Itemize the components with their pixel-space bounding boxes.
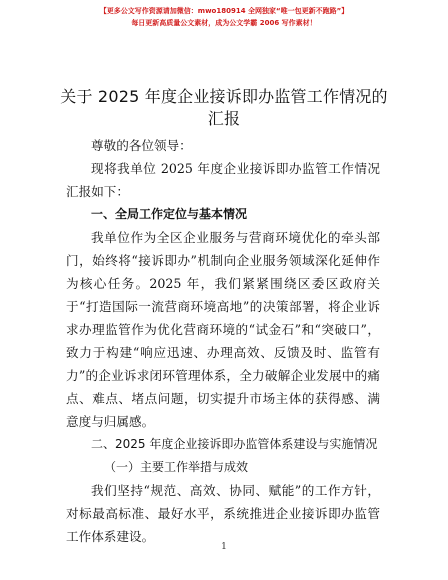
promo-line-2: 每日更新高质量公文素材，成为公文学霸 2006 写作素材！: [131, 19, 317, 27]
intro-paragraph: 现将我单位 2025 年度企业接诉即办监管工作情况汇报如下：: [66, 161, 380, 199]
promo-banner: [0, 5, 448, 29]
section-1-heading: 一、全局工作定位与基本情况: [91, 207, 248, 221]
promo-line-1: 【更多公文写作资源请加微信：mwo180914 全网独家“唯一包更新不跑路”】: [99, 7, 349, 15]
document-title: 关于 2025 年度企业接诉即办监管工作情况的汇报: [60, 87, 388, 128]
section-1-paragraph: 我单位作为全区企业服务与营商环境优化的牵头部门，始终将“接诉即办”机制向企业服务领域深化延伸作为核心任务。2025 年，我们紧紧围绕区委区政府关于“打造国际一流营商环境高地”的决策部署，将企业诉求办理监管作为优化营商环境的“试金石”和“突破口”，致力于构建“响应迅速、办理高效、反馈及时、监管有力”的企业诉求闭环管理体系，全力破解企业发展中的痛点、难点、堵点问题，切实提升市场主体的获得感、满意度与归属感。: [66, 230, 380, 429]
page-number: 1: [221, 542, 227, 552]
document-body: [66, 134, 380, 548]
greeting: 尊敬的各位领导：: [91, 138, 192, 153]
section-2-subheading: （一）主要工作举措与成效: [104, 460, 249, 474]
section-2-paragraph: 我们坚持“规范、高效、协同、赋能”的工作方针，对标最高标准、最好水平，系统推进企业接诉即办监管工作体系建设。: [66, 483, 380, 544]
section-2-heading: 二、2025 年度企业接诉即办监管体系建设与实施情况: [91, 437, 378, 451]
